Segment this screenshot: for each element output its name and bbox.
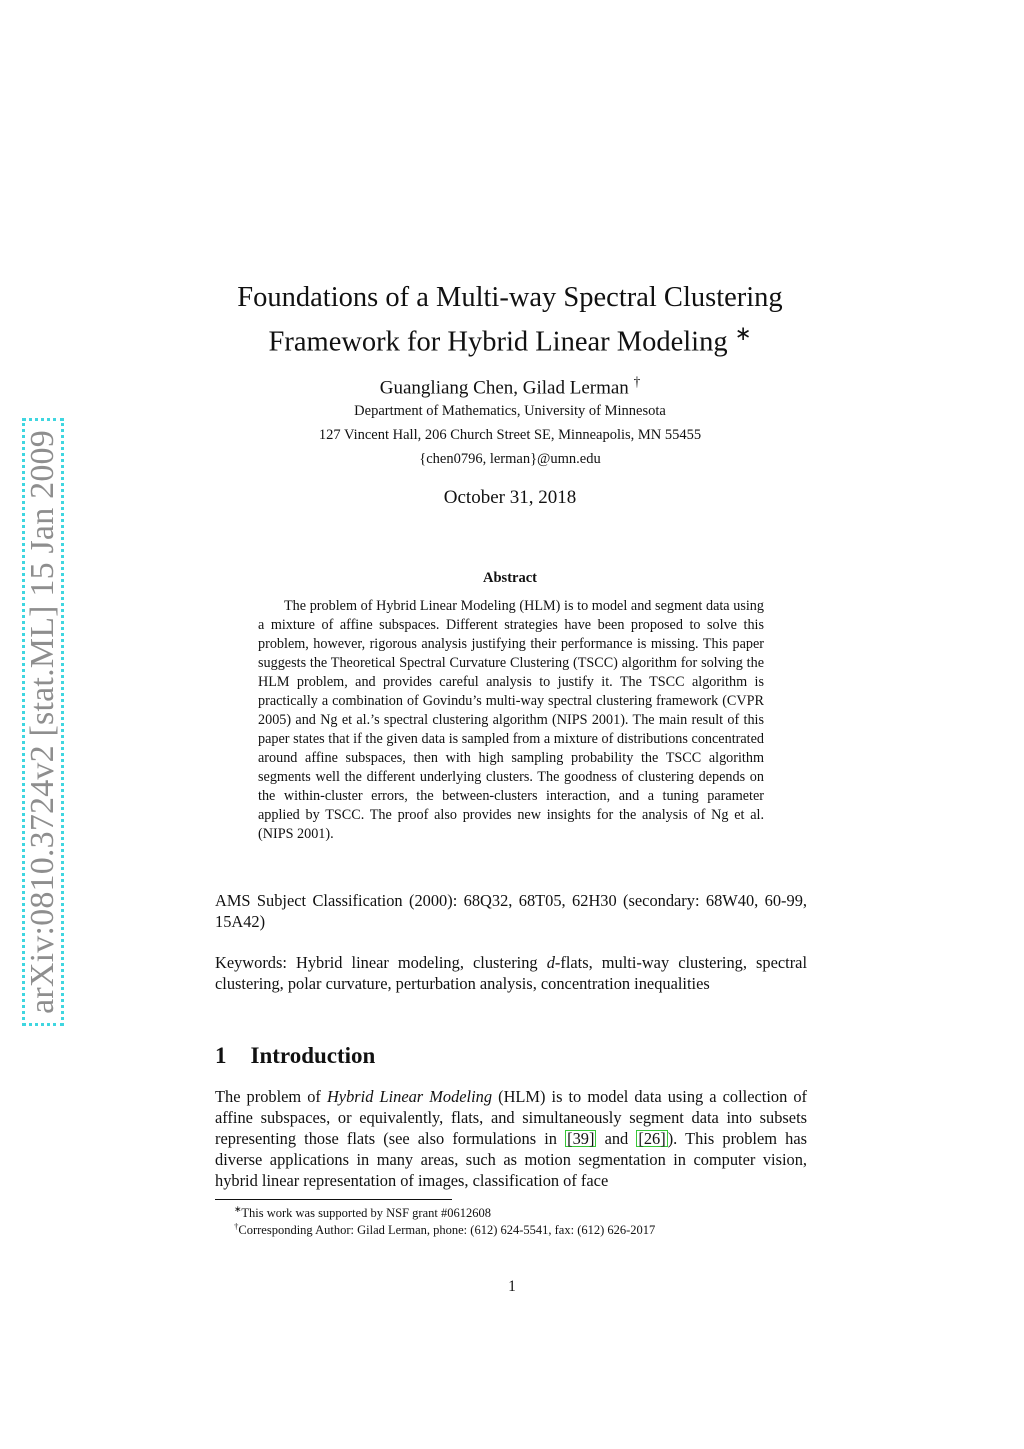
keywords-math-d: d bbox=[546, 953, 555, 972]
title-line-1: Foundations of a Multi-way Spectral Clustering bbox=[237, 282, 783, 313]
paper-title bbox=[200, 280, 820, 361]
title-footnote-mark: ∗ bbox=[734, 323, 752, 345]
intro-text: (HLM) is to model data using a collection of affine subspaces, or equivalently, flats, and simultaneously segment data into subsets representing those flats (see also formulations in bbox=[215, 1087, 807, 1148]
intro-paragraph bbox=[215, 1086, 807, 1191]
citation-link-39[interactable]: [39] bbox=[567, 1129, 595, 1148]
affiliation-address: 127 Vincent Hall, 206 Church Street SE, Minneapolis, MN 55455 bbox=[318, 427, 702, 443]
affiliation-dept: Department of Mathematics, University of Minnesota bbox=[354, 403, 666, 419]
keywords-text-a: Keywords: Hybrid linear modeling, clustering bbox=[215, 953, 547, 972]
footnote-rule bbox=[215, 1199, 452, 1200]
title-line-2: Framework for Hybrid Linear Modeling bbox=[268, 326, 728, 358]
author-line bbox=[200, 374, 820, 399]
footnote-1 bbox=[234, 1204, 491, 1221]
footnote-2 bbox=[234, 1221, 655, 1238]
arxiv-stamp: arXiv:0810.3724v2 [stat.ML] 15 Jan 2009 bbox=[24, 430, 61, 1014]
page-number: 1 bbox=[508, 1278, 516, 1295]
section-number: 1 bbox=[215, 1043, 227, 1068]
ams-classification: AMS Subject Classification (2000): 68Q32, 68T05, 62H30 (secondary: 68W40, 60-99, 15A42) bbox=[215, 891, 807, 931]
author-footnote-mark: † bbox=[633, 374, 641, 389]
footnote-1-mark: ∗ bbox=[234, 1204, 242, 1214]
abstract-heading: Abstract bbox=[483, 570, 537, 586]
section-title: Introduction bbox=[250, 1043, 376, 1068]
affiliation-email: {chen0796, lerman}@umn.edu bbox=[419, 451, 601, 467]
footnote-1-text: This work was supported by NSF grant #0612608 bbox=[241, 1206, 491, 1221]
footnote-2-text: Corresponding Author: Gilad Lerman, phone: (612) 624-5541, fax: (612) 626-2017 bbox=[238, 1223, 656, 1238]
citation-link-26[interactable]: [26] bbox=[638, 1129, 666, 1148]
paper-date: October 31, 2018 bbox=[443, 487, 577, 508]
abstract-body: The problem of Hybrid Linear Modeling (HLM) is to model and segment data using a mixture of affine subspaces. Different strategies have been proposed to solve this problem, however, rigorous analysis justifying their performance is missing. This paper suggests the Theoretical Spectral Curvature Clustering (TSCC) algorithm for solving the HLM problem, and provides careful analysis to justify it. The TSCC algorithm is practically a combination of Govindu’s multi-way spectral clustering framework (CVPR 2005) and Ng et al.’s spectral clustering algorithm (NIPS 2001). The main result of this paper states that if the given data is sampled from a mixture of distributions concentrated around affine subspaces, then with high sampling probability the TSCC algorithm segments well the different underlying clusters. The goodness of clustering depends on the within-cluster errors, the between-clusters interaction, and a tuning parameter applied by TSCC. The proof also provides new insights for the analysis of Ng et al. (NIPS 2001). bbox=[258, 598, 764, 842]
keywords-text-b: -flats, multi-way clustering, spectral clustering, polar curvature, perturbation analysis, concentration inequalities bbox=[215, 953, 807, 993]
author-names: Guangliang Chen, Gilad Lerman bbox=[379, 377, 629, 399]
section-heading bbox=[215, 1043, 375, 1069]
intro-text: and bbox=[596, 1129, 637, 1148]
footnote-2-mark: † bbox=[234, 1221, 239, 1231]
intro-text: ). This problem has diverse applications in many areas, such as motion segmentation in computer vision, hybrid linear representation of images, classification of face bbox=[215, 1129, 807, 1190]
intro-text: The problem of bbox=[215, 1087, 327, 1106]
intro-emphasis: Hybrid Linear Modeling bbox=[326, 1087, 493, 1106]
keywords bbox=[215, 952, 807, 994]
